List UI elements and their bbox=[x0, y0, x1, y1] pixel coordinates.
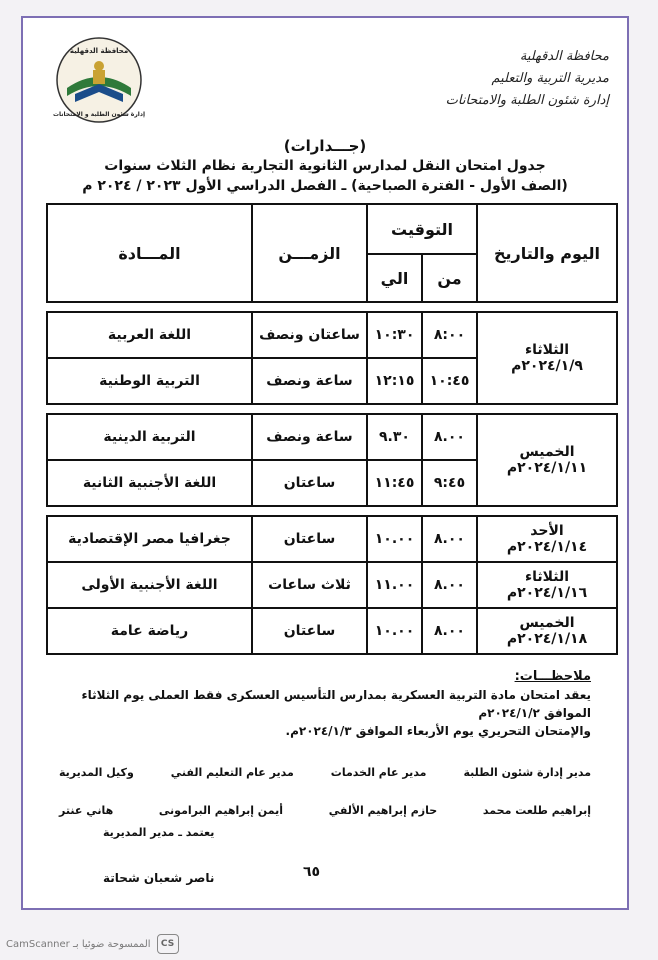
duration: ساعة ونصف bbox=[252, 358, 367, 404]
header-from: من bbox=[422, 254, 477, 302]
governorate-logo bbox=[53, 36, 145, 128]
subject: التربية الوطنية bbox=[47, 358, 252, 404]
separator bbox=[47, 404, 617, 414]
table-row bbox=[47, 414, 617, 460]
exam-date: ٢٠٢٤/١/٩م bbox=[511, 358, 583, 374]
time-from: ١٠:٤٥ bbox=[422, 358, 477, 404]
day-name: الخميس bbox=[519, 615, 575, 631]
watermark-text: الممسوحة ضوئيا بـ CamScanner bbox=[6, 938, 151, 950]
subject: جغرافيا مصر الإقتصادية bbox=[47, 516, 252, 562]
time-from: ٨.٠٠ bbox=[422, 608, 477, 654]
signature-name: هاني عنتر bbox=[59, 804, 114, 817]
signature-title: مدير عام الخدمات bbox=[330, 766, 427, 779]
day-date-cell bbox=[477, 562, 617, 608]
header-timing: التوقيت bbox=[367, 204, 477, 254]
approval-name: ناصر شعبان شحاتة bbox=[103, 871, 215, 885]
camscanner-icon: CS bbox=[157, 934, 179, 954]
day-date-cell bbox=[477, 516, 617, 562]
table-row bbox=[47, 608, 617, 654]
notes-line-1: يعقد امتحان مادة التربية العسكرية بمدارس التأسيس العسكرى فقط العملى يوم الثلاثاء الموافق ٢٠٢٤/١/٢م bbox=[81, 688, 591, 720]
approval-label: يعتمد ـ مدير المديرية bbox=[103, 826, 215, 839]
letterhead-line-3: إدارة شئون الطلبة والامتحانات bbox=[445, 93, 609, 108]
exam-date: ٢٠٢٤/١/١٤م bbox=[506, 539, 588, 555]
page-number: ٦٥ bbox=[303, 864, 321, 880]
separator bbox=[47, 506, 617, 516]
day-name: الأحد bbox=[530, 523, 564, 539]
time-to: ١٠.٠٠ bbox=[367, 516, 422, 562]
title-block bbox=[23, 136, 627, 196]
duration: ثلاث ساعات bbox=[252, 562, 367, 608]
letterhead-line-1: محافظة الدقهلية bbox=[519, 49, 609, 64]
table-row bbox=[47, 312, 617, 358]
day-date-cell bbox=[477, 312, 617, 404]
time-to: ١٠:٣٠ bbox=[367, 312, 422, 358]
subject: اللغة العربية bbox=[47, 312, 252, 358]
time-from: ٩:٤٥ bbox=[422, 460, 477, 506]
day-name: الخميس bbox=[519, 444, 575, 460]
day-name: الثلاثاء bbox=[524, 342, 570, 358]
time-from: ٨.٠٠ bbox=[422, 414, 477, 460]
time-from: ٨:٠٠ bbox=[422, 312, 477, 358]
signature-title: مدير عام التعليم الفني bbox=[170, 766, 294, 779]
header-row bbox=[47, 204, 617, 254]
day-date-cell bbox=[477, 414, 617, 506]
duration: ساعتان bbox=[252, 460, 367, 506]
time-to: ١٠.٠٠ bbox=[367, 608, 422, 654]
exam-schedule-table bbox=[46, 203, 618, 655]
time-from: ٨.٠٠ bbox=[422, 562, 477, 608]
header-to: الي bbox=[367, 254, 422, 302]
subject: اللغة الأجنبية الأولى bbox=[47, 562, 252, 608]
letterhead-line-2: مديرية التربية والتعليم bbox=[491, 71, 609, 86]
time-to: ١١.٠٠ bbox=[367, 562, 422, 608]
duration: ساعة ونصف bbox=[252, 414, 367, 460]
time-to: ٩.٣٠ bbox=[367, 414, 422, 460]
signature-title: مدير إدارة شئون الطلبة bbox=[463, 766, 591, 779]
duration: ساعتان bbox=[252, 516, 367, 562]
document-page bbox=[21, 16, 629, 910]
signature-name: إبراهيم طلعت محمد bbox=[482, 804, 591, 817]
signature-titles bbox=[59, 766, 591, 779]
day-name: الثلاثاء bbox=[524, 569, 570, 585]
separator bbox=[47, 302, 617, 312]
subject: التربية الدينية bbox=[47, 414, 252, 460]
title-main: جدول امتحان النقل لمدارس الثانوية التجارية نظام الثلاث سنوات bbox=[104, 158, 546, 174]
scanner-watermark bbox=[6, 934, 179, 954]
header-subject: المـــادة bbox=[47, 204, 252, 302]
exam-date: ٢٠٢٤/١/١٦م bbox=[506, 585, 588, 601]
logo-top-text: محافظة الدقهلية bbox=[69, 47, 129, 55]
header-day-date: اليوم والتاريخ bbox=[477, 204, 617, 302]
day-date-cell bbox=[477, 608, 617, 654]
logo-bottom-text: إدارة شئون الطلبة و الامتحانات bbox=[53, 111, 145, 118]
signature-name: أيمن إبراهيم البرامونى bbox=[158, 804, 283, 817]
table-row bbox=[47, 516, 617, 562]
signature-name: حازم إبراهيم الألفي bbox=[328, 804, 438, 817]
subject: رياضة عامة bbox=[47, 608, 252, 654]
notes-heading: ملاحظـــات: bbox=[514, 669, 591, 684]
title-sub: (الصف الأول - الفترة الصباحية) ـ الفصل الدراسي الأول ٢٠٢٣ / ٢٠٢٤ م bbox=[82, 178, 568, 194]
notes-line-2: والإمتحان التحريري يوم الأربعاء الموافق ٢٠٢٤/١/٣م. bbox=[285, 724, 591, 738]
title-label: (جـــدارات) bbox=[283, 137, 367, 155]
time-to: ١١:٤٥ bbox=[367, 460, 422, 506]
header-duration: الزمـــن bbox=[252, 204, 367, 302]
exam-date: ٢٠٢٤/١/١١م bbox=[506, 460, 588, 476]
subject: اللغة الأجنبية الثانية bbox=[47, 460, 252, 506]
time-to: ١٢:١٥ bbox=[367, 358, 422, 404]
signature-names bbox=[59, 804, 591, 817]
duration: ساعتان ونصف bbox=[252, 312, 367, 358]
time-from: ٨.٠٠ bbox=[422, 516, 477, 562]
signature-title: وكيل المديرية bbox=[59, 766, 134, 779]
exam-date: ٢٠٢٤/١/١٨م bbox=[506, 631, 588, 647]
duration: ساعتان bbox=[252, 608, 367, 654]
notes-section bbox=[59, 668, 591, 740]
table-row bbox=[47, 562, 617, 608]
letterhead bbox=[409, 46, 609, 112]
